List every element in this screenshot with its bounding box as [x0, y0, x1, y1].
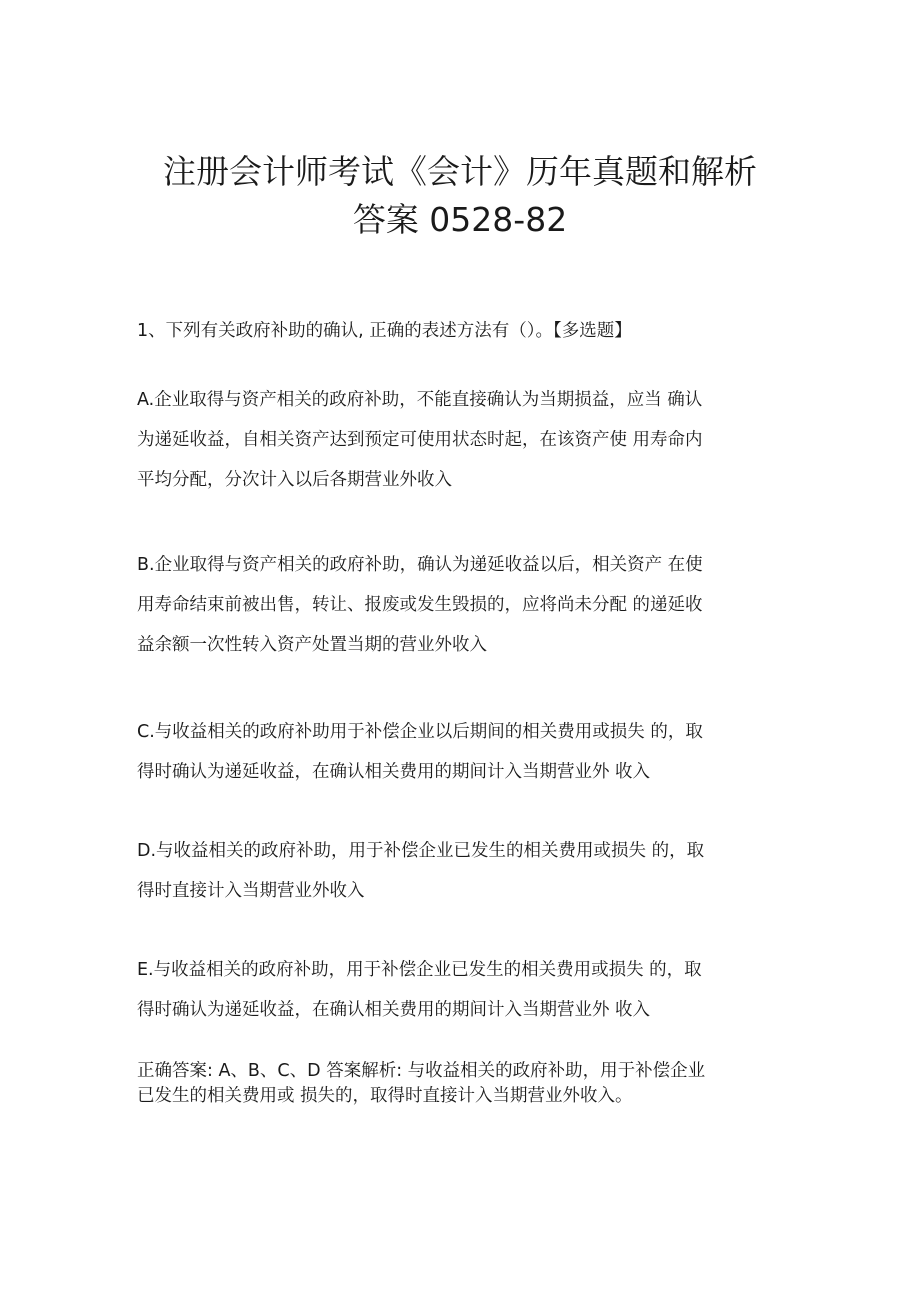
- title-line-2: 答案 0528-82: [352, 200, 568, 239]
- option-line: D.与收益相关的政府补助，用于补偿企业已发生的相关费用或损失 的，取: [137, 841, 705, 861]
- option-line: 得时直接计入当期营业外收入: [137, 881, 365, 901]
- option-line: A.企业取得与资产相关的政府补助，不能直接确认为当期损益，应当 确认: [137, 390, 703, 410]
- option-a: [137, 380, 787, 500]
- option-line: 平均分配，分次计入以后各期营业外收入: [137, 470, 452, 490]
- option-line: 得时确认为递延收益，在确认相关费用的期间计入当期营业外 收入: [137, 1000, 651, 1020]
- answer-line: 正确答案: A、B、C、D 答案解析: 与收益相关的政府补助，用于补偿企业: [137, 1061, 706, 1081]
- option-line: C.与收益相关的政府补助用于补偿企业以后期间的相关费用或损失 的，取: [137, 722, 703, 742]
- option-c: [137, 712, 787, 792]
- option-line: 益余额一次性转入资产处置当期的营业外收入: [137, 635, 487, 655]
- title-line-1: 注册会计师考试《会计》历年真题和解析: [163, 152, 757, 191]
- answer-explanation: [137, 1059, 787, 1109]
- option-line: 用寿命结束前被出售，转让、报废或发生毁损的，应将尚未分配 的递延收: [137, 595, 703, 615]
- option-d: [137, 831, 787, 911]
- option-e: [137, 950, 787, 1030]
- option-line: 为递延收益，自相关资产达到预定可使用状态时起，在该资产使 用寿命内: [137, 430, 703, 450]
- question-stem: 1、下列有关政府补助的确认, 正确的表述方法有（）。【多选题】: [137, 321, 632, 341]
- document-title: [0, 148, 920, 244]
- answer-line: 已发生的相关费用或 损失的，取得时直接计入当期营业外收入。: [137, 1086, 633, 1106]
- option-line: B.企业取得与资产相关的政府补助，确认为递延收益以后，相关资产 在使: [137, 555, 703, 575]
- option-line: 得时确认为递延收益，在确认相关费用的期间计入当期营业外 收入: [137, 762, 651, 782]
- option-b: [137, 545, 787, 665]
- option-line: E.与收益相关的政府补助，用于补偿企业已发生的相关费用或损失 的，取: [137, 960, 702, 980]
